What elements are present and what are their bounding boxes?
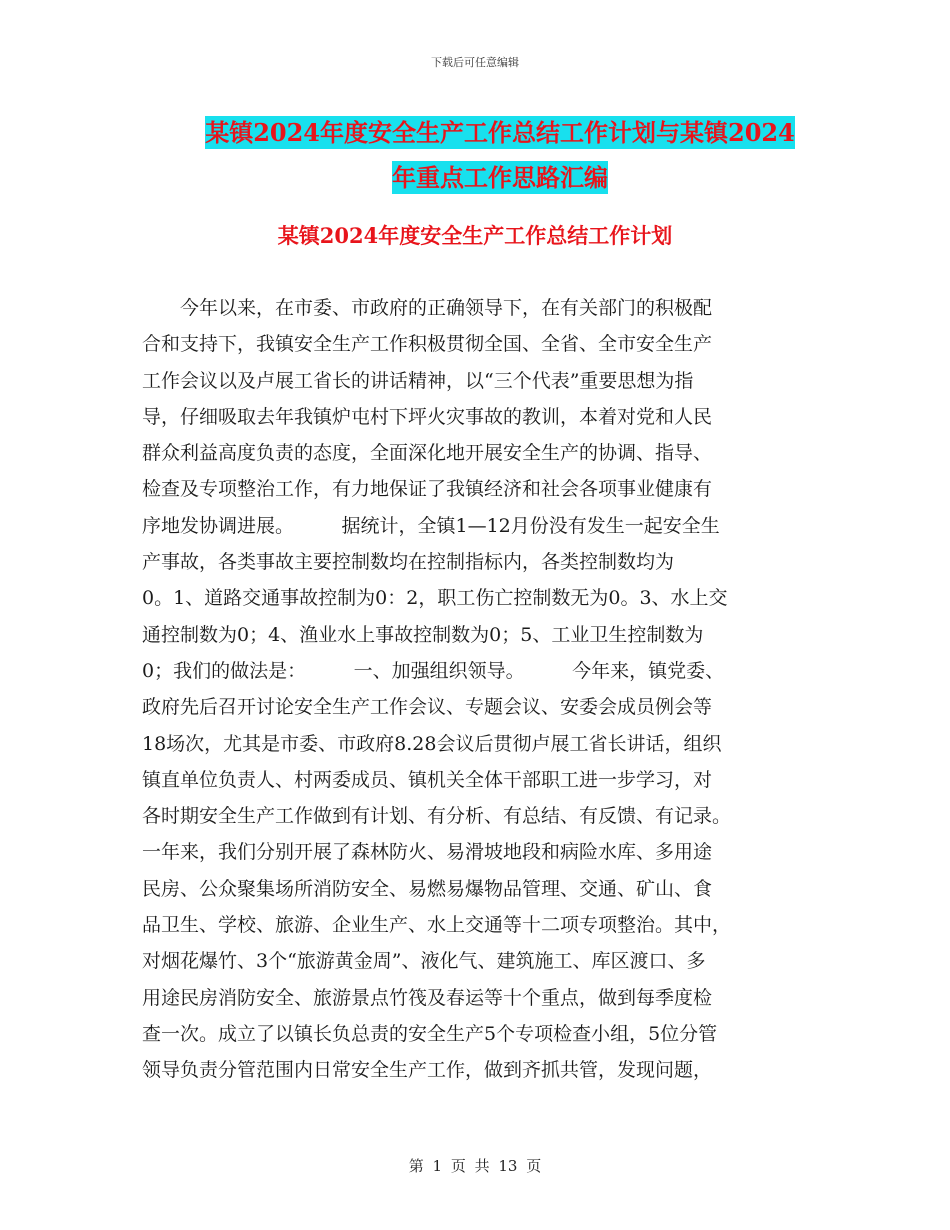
body-line: 序地发协调进展。 据统计，全镇1—12月份没有发生一起安全生 <box>142 514 720 537</box>
body-line: 各时期安全生产工作做到有计划、有分析、有总结、有反馈、有记录。 <box>142 805 732 828</box>
body-line: 18场次，尤其是市委、市政府8.28会议后贯彻卢展工省长讲话，组织 <box>142 732 722 755</box>
body-line: 用途民房消防安全、旅游景点竹筏及春运等十个重点，做到每季度检 <box>142 986 713 1009</box>
body-line: 导，仔细吸取去年我镇炉屯村下坪火灾事故的教训，本着对党和人民 <box>142 405 713 428</box>
body-line: 通控制数为0；4、渔业水上事故控制数为0；5、工业卫生控制数为 <box>142 623 704 646</box>
body-line: 查一次。成立了以镇长负总责的安全生产5个专项检查小组，5位分管 <box>142 1022 718 1045</box>
body-line: 群众利益高度负责的态度，全面深化地开展安全生产的协调、指导、 <box>142 442 713 465</box>
section-title: 某镇2024年度安全生产工作总结工作计划 <box>277 223 673 248</box>
document-title-line-1: 某镇2024年度安全生产工作总结工作计划与某镇2024 <box>205 118 795 147</box>
body-line: 领导负责分管范围内日常安全生产工作，做到齐抓共管，发现问题， <box>142 1059 713 1082</box>
body-line: 对烟花爆竹、3个“旅游黄金周”、液化气、建筑施工、库区渡口、多 <box>142 950 706 973</box>
body-line: 镇直单位负责人、村两委成员、镇机关全体干部职工进一步学习，对 <box>142 768 713 791</box>
body-line: 工作会议以及卢展工省长的讲话精神，以“三个代表”重要思想为指 <box>142 369 694 392</box>
body-line: 民房、公众聚集场所消防安全、易燃易爆物品管理、交通、矿山、食 <box>142 877 713 900</box>
body-line: 检查及专项整治工作，有力地保证了我镇经济和社会各项事业健康有 <box>142 478 713 501</box>
document-title <box>160 110 840 200</box>
body-line: 政府先后召开讨论安全生产工作会议、专题会议、安委会成员例会等 <box>142 696 713 719</box>
document-title-line-2: 年重点工作思路汇编 <box>392 163 608 192</box>
body-line: 一年来，我们分别开展了森林防火、易滑坡地段和病险水库、多用途 <box>142 841 713 864</box>
body-line: 品卫生、学校、旅游、企业生产、水上交通等十二项专项整治。其中， <box>142 914 732 937</box>
body-line: 今年以来，在市委、市政府的正确领导下，在有关部门的积极配 <box>142 297 713 319</box>
header-note: 下载后可任意编辑 <box>431 56 519 69</box>
body-text <box>142 290 808 1089</box>
body-line: 产事故，各类事故主要控制数均在控制指标内，各类控制数均为 <box>142 551 675 574</box>
body-line: 0。1、道路交通事故控制为0：2，职工伤亡控制数无为0。3、水上交 <box>142 587 728 610</box>
body-line: 合和支持下，我镇安全生产工作积极贯彻全国、全省、全市安全生产 <box>142 333 713 356</box>
page-footer: 第 1 页 共 13 页 <box>408 1157 542 1175</box>
body-line: 0；我们的做法是： 一、加强组织领导。 今年来，镇党委、 <box>142 659 725 682</box>
